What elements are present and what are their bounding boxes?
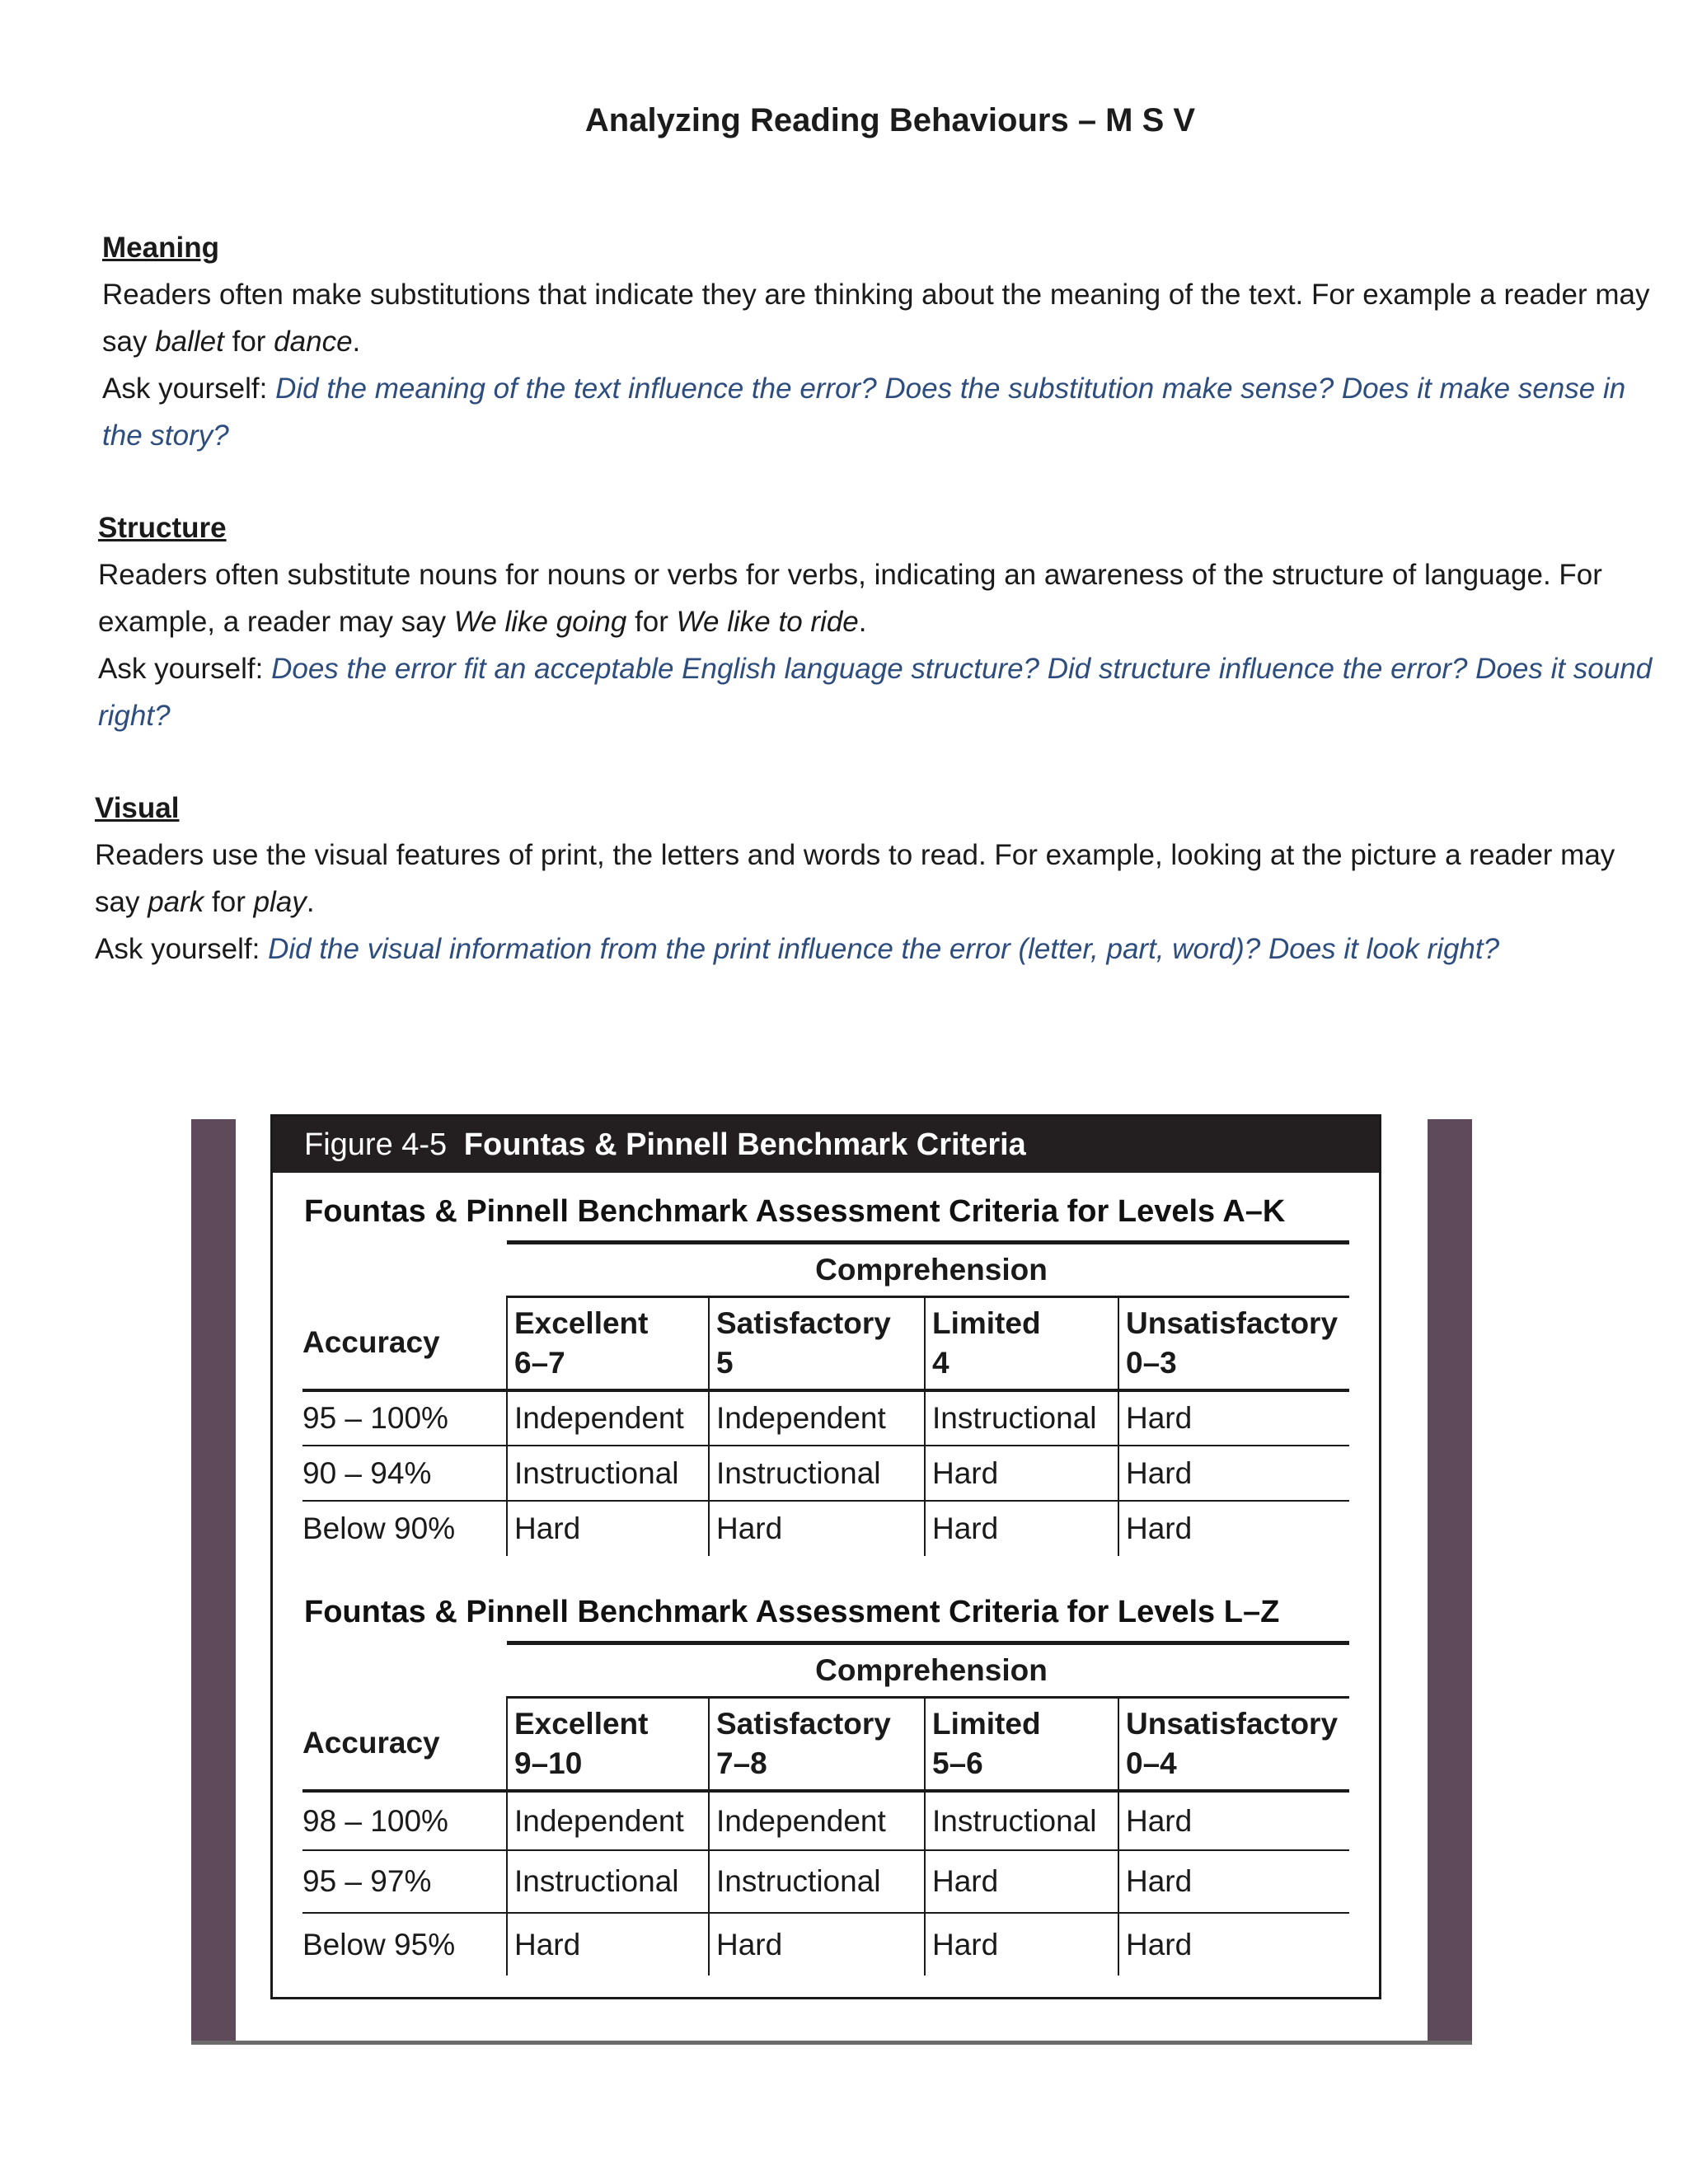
table-cell: Hard xyxy=(1118,1501,1349,1556)
table-row xyxy=(302,1850,1349,1913)
table-row xyxy=(302,1791,1349,1850)
column-header: Limited 4 xyxy=(925,1297,1118,1391)
comprehension-header: Comprehension xyxy=(507,1643,1349,1698)
column-header: Limited 5–6 xyxy=(925,1698,1118,1792)
table-cell: Hard xyxy=(507,1501,709,1556)
table-cell: Independent xyxy=(709,1791,925,1850)
section-meaning xyxy=(102,224,1668,459)
column-header: Excellent 9–10 xyxy=(507,1698,709,1792)
frame-bar-right xyxy=(1428,1119,1472,2044)
criteria-table-l-z xyxy=(302,1641,1349,1975)
table-cell: Hard xyxy=(709,1501,925,1556)
section-body: Readers often make substitutions that indicate they are thinking about the meaning of the text. For example a reader may say ballet for dance. xyxy=(102,279,1650,358)
reflection-question: Does the error fit an acceptable English language structure? Did structure influence the error? Does it sound right? xyxy=(98,653,1653,732)
table-cell: Hard xyxy=(1118,1850,1349,1913)
figure-label: Figure 4-5 xyxy=(304,1127,448,1162)
table-cell: Hard xyxy=(925,1446,1118,1501)
section-structure xyxy=(98,504,1664,739)
figure-benchmark-criteria xyxy=(270,1114,1381,1999)
reflection-question: Did the meaning of the text influence the error? Does the substitution make sense? Does it make sense in the story? xyxy=(102,373,1626,452)
table-row xyxy=(302,1501,1349,1556)
accuracy-cell: Below 90% xyxy=(302,1511,456,1545)
table-cell: Independent xyxy=(709,1390,925,1446)
accuracy-header: Accuracy xyxy=(302,1698,507,1792)
accuracy-header: Accuracy xyxy=(302,1297,507,1391)
column-header: Unsatisfactory 0–3 xyxy=(1118,1297,1349,1391)
table-cell: Instructional xyxy=(507,1850,709,1913)
table-cell: Hard xyxy=(1118,1390,1349,1446)
section-ask: Ask yourself: Did the meaning of the text influence the error? Does the substitution make sense? Does it make sense in the story? xyxy=(102,373,1626,452)
accuracy-cell: 98 – 100% xyxy=(302,1791,507,1850)
column-header: Unsatisfactory 0–4 xyxy=(1118,1698,1349,1792)
table-ak-title: Fountas & Pinnell Benchmark Assessment Criteria for Levels A–K xyxy=(304,1194,1286,1229)
table-cell: Hard xyxy=(925,1501,1118,1556)
page-title: Analyzing Reading Behaviours – M S V xyxy=(584,102,1196,138)
section-body: Readers use the visual features of print, the letters and words to read. For example, looking at the picture a reader may say park for play. xyxy=(95,839,1615,918)
table-cell: Hard xyxy=(1118,1446,1349,1501)
table-cell: Instructional xyxy=(925,1390,1118,1446)
section-ask: Ask yourself: Did the visual information from the print influence the error (letter, part, word)? Does it look right? xyxy=(95,933,1500,965)
table-row xyxy=(302,1913,1349,1975)
table-cell: Instructional xyxy=(709,1446,925,1501)
table-cell: Hard xyxy=(507,1913,709,1975)
accuracy-cell: 95 – 100% xyxy=(302,1390,507,1446)
comprehension-header: Comprehension xyxy=(507,1243,1349,1297)
table-cell: Instructional xyxy=(507,1446,709,1501)
section-heading: Visual xyxy=(95,792,180,824)
table-cell: Independent xyxy=(507,1791,709,1850)
column-header: Excellent 6–7 xyxy=(507,1297,709,1391)
section-heading: Structure xyxy=(98,512,227,544)
section-heading: Meaning xyxy=(102,232,219,264)
table-cell: Hard xyxy=(1118,1913,1349,1975)
reflection-question: Did the visual information from the print influence the error (letter, part, word)? Does it look right? xyxy=(268,933,1500,965)
table-row xyxy=(302,1446,1349,1501)
table-lz-title: Fountas & Pinnell Benchmark Assessment Criteria for Levels L–Z xyxy=(304,1595,1280,1629)
figure-header xyxy=(273,1117,1379,1173)
table-cell: Instructional xyxy=(709,1850,925,1913)
criteria-table-a-k xyxy=(302,1240,1349,1556)
section-body: Readers often substitute nouns for nouns or verbs for verbs, indicating an awareness of the structure of language. For example, a reader may say We like going for We like to ride. xyxy=(98,559,1602,638)
accuracy-cell: Below 95% xyxy=(302,1927,456,1961)
table-cell: Hard xyxy=(1118,1791,1349,1850)
section-ask: Ask yourself: Does the error fit an acceptable English language structure? Did structure influence the error? Does it sound right? xyxy=(98,653,1653,732)
table-cell: Independent xyxy=(507,1390,709,1446)
table-cell: Hard xyxy=(925,1850,1118,1913)
frame-bar-left xyxy=(191,1119,236,2044)
figure-title: Fountas & Pinnell Benchmark Criteria xyxy=(463,1127,1026,1162)
table-row xyxy=(302,1390,1349,1446)
column-header: Satisfactory 7–8 xyxy=(709,1698,925,1792)
table-cell: Hard xyxy=(709,1913,925,1975)
section-visual xyxy=(95,785,1661,972)
column-header: Satisfactory 5 xyxy=(709,1297,925,1391)
frame-bottom-rule xyxy=(191,2041,1472,2045)
accuracy-cell: 95 – 97% xyxy=(302,1850,507,1913)
accuracy-cell: 90 – 94% xyxy=(302,1446,507,1501)
table-cell: Instructional xyxy=(925,1791,1118,1850)
table-cell: Hard xyxy=(925,1913,1118,1975)
